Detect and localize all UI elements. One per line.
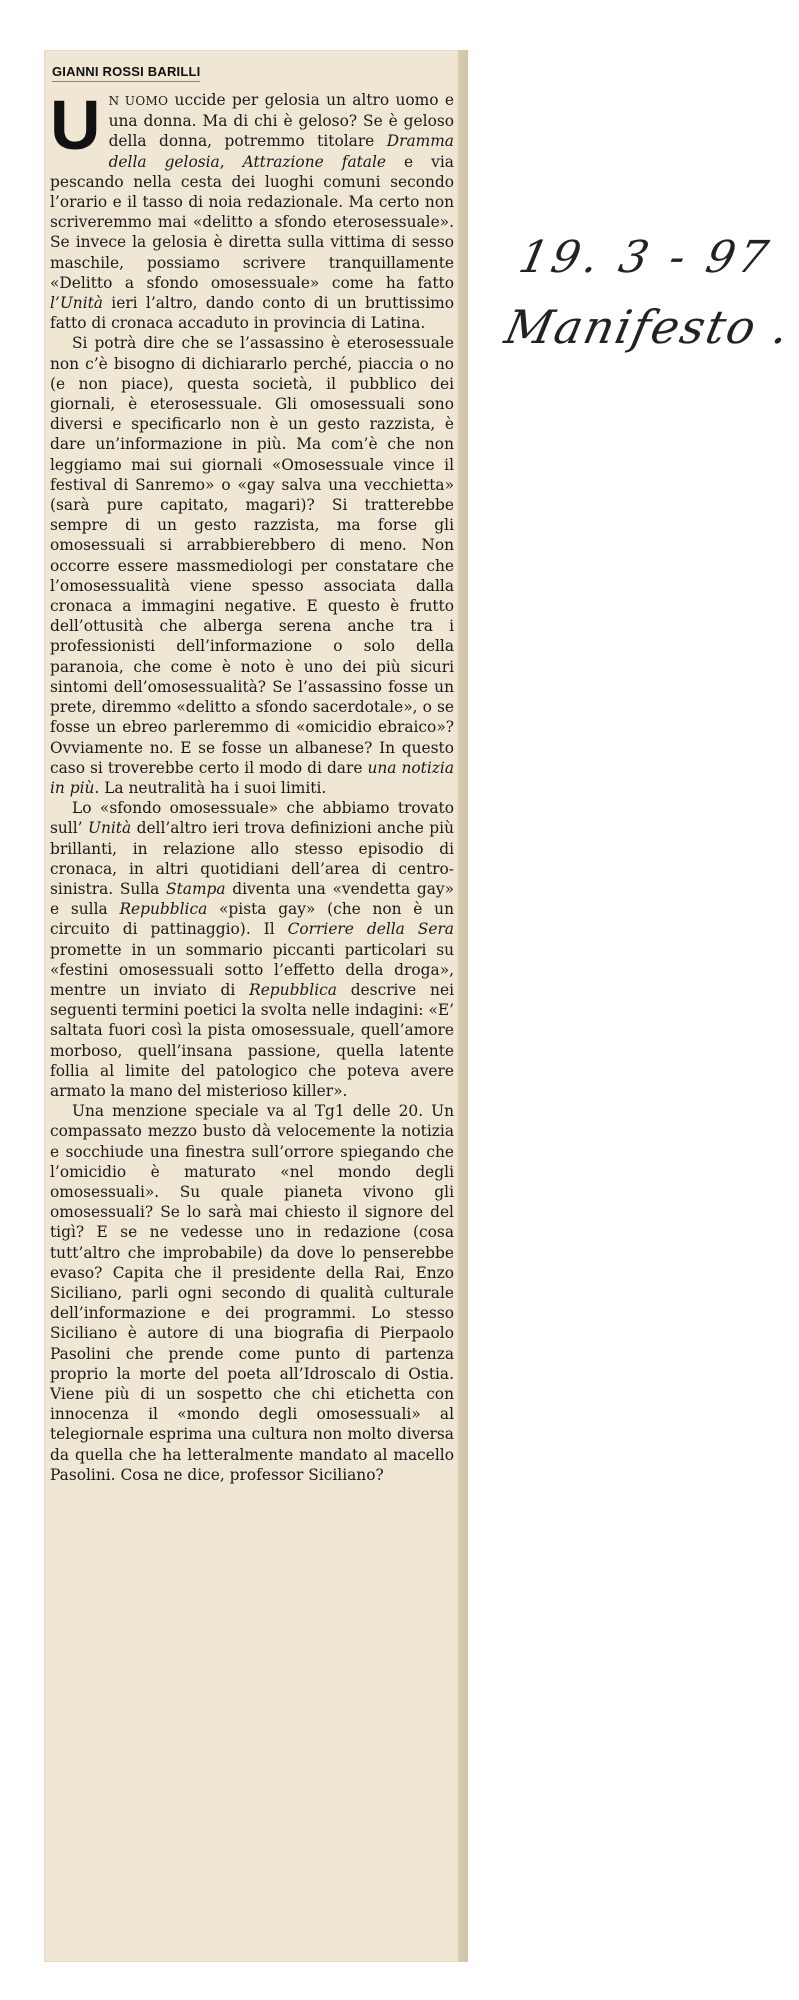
italic-title: Dramma della gelosia [108,132,454,171]
article-paragraph [50,86,454,333]
article-paragraph [50,1101,454,1485]
italic-title: una notizia in più [50,758,454,797]
paragraph-text [50,334,454,796]
text-run: ieri l’altro, dando conto di un bruttissimo fatto di cronaca accaduto in provincia di Latina. [50,294,454,333]
newspaper-clipping [44,50,468,1962]
italic-title: Repubblica [249,980,337,999]
text-run: dell’altro ieri trova definizioni anche più brillanti, in relazione allo stesso episodio di cronaca, in altri quotidiani dell’area di centro-sinistra. Sulla [50,819,454,898]
text-run: uccide per gelosia un altro uomo e una donna. Ma di chi è geloso? Se è geloso della donna, potremmo titolare [108,91,454,151]
italic-title: Attrazione fatale [242,152,387,171]
handwritten-date: 19. 3 - 97 [514,232,777,283]
handwritten-source: Manifesto . [500,300,796,354]
text-run: . La neutralità ha i suoi limiti. [94,778,327,797]
italic-title: Unità [87,819,132,838]
article-byline: GIANNI ROSSI BARILLI [52,64,200,82]
paragraph-text [50,799,454,1100]
paragraph-text [50,1102,454,1484]
article-paragraph [50,333,454,798]
text-run: diventa una «vendetta gay» e sulla [50,879,454,919]
text-run: promette in un sommario piccanti particolari su «festini omosessuali sotto l’effetto della droga», mentre un inviato di [50,940,454,999]
lead-in-smallcaps: N UOMO [108,94,169,108]
text-run: e via pescando nella cesta dei luoghi comuni secondo l’orario e il tasso di noia redazionale. Ma certo non scriveremmo mai «delitto a sfondo eterosessuale». Se invece la gelosia è diretta sulla vittima di sesso maschile, possiamo scrivere tranquillamente «Delitto a sfondo omosessuale» come ha fatto [50,152,454,292]
italic-title: Stampa [166,879,226,898]
italic-title: Repubblica [119,900,208,919]
paragraph-text [50,86,454,333]
italic-title: l’Unità [50,294,103,313]
text-run: , [219,152,243,171]
text-run: Una menzione speciale va al Tg1 delle 20. Un compassato mezzo busto dà velocemente la notizia e socchiude una finestra sull’orrore spiegando che l’omicidio è maturato «nel mondo degli omosessuali». Su quale pianeta vivono gli omosessuali? Se lo sarà mai chiesto il signore del tigì? E se ne vedesse uno in redazione (cosa tutt’altro che improbabile) da dove lo penserebbe evaso? Capita che il presidente della Rai, Enzo Siciliano, parli ogni secondo di qualità culturale dell’informazione e dei programmi. Lo stesso Siciliano è autore di una biografia di Pierpaolo Pasolini che prende come punto di partenza proprio la morte del poeta all’Idroscalo di Ostia. Viene più di un sospetto che chi etichetta con innocenza il «mondo degli omosessuali» al telegiornale esprima una cultura non molto diversa da quella che ha letteralmente mandato al macello Pasolini. Cosa ne dice, professor Siciliano? [50,1102,454,1484]
italic-title: Corriere della Sera [287,920,454,939]
text-run: Si potrà dire che se l’assassino è eterosessuale non c’è bisogno di dichiararlo perché, piaccia o no (e non piace), questa società, il pubblico dei giornali, è eterosessuale. Gli omosessuali sono diversi e specificarlo non è un gesto razzista, è dare un’informazione in più. Ma com’è che non leggiamo mai sui giornali «Omosessuale vince il festival di Sanremo» o «gay salva una vecchietta» (sarà pure capitato, magari)? Si tratterebbe sempre di un gesto razzista, ma forse gli omosessuali si arrabbierebbero di meno. Non occorre essere massmediologi per constatare che l’omosessualità viene spesso associata dalla cronaca a immagini negative. E questo è frutto dell’ottusità che alberga serena anche tra i professionisti dell’informazione o solo della paranoia, che come è noto è uno dei più sicuri sintomi dell’omosessualità? Se l’assassino fosse un prete, diremmo «delitto a sfondo sacerdotale», o se fosse un ebreo parleremmo di «omicidio ebraico»? Ovviamente no. E se fosse un albanese? In questo caso si troverebbe certo il modo di dare [50,334,454,777]
article-body [50,86,455,1485]
clipping-edge-shadow [458,50,468,1962]
drop-cap: U [50,86,101,164]
text-run: «pista gay» (che non è un circuito di pattinaggio). Il [50,900,454,939]
article-paragraph [50,798,454,1101]
text-run: Lo «sfondo omosessuale» che abbiamo trovato sull’ [50,799,454,838]
text-run: descrive nei seguenti termini poetici la svolta nelle indagini: «E’ saltata fuori così la pista omosessuale, quell’amore morboso, quell’insana passione, quella latente follia al limite del patologico che poteva avere armato la mano del misterioso killer». [50,980,455,1100]
